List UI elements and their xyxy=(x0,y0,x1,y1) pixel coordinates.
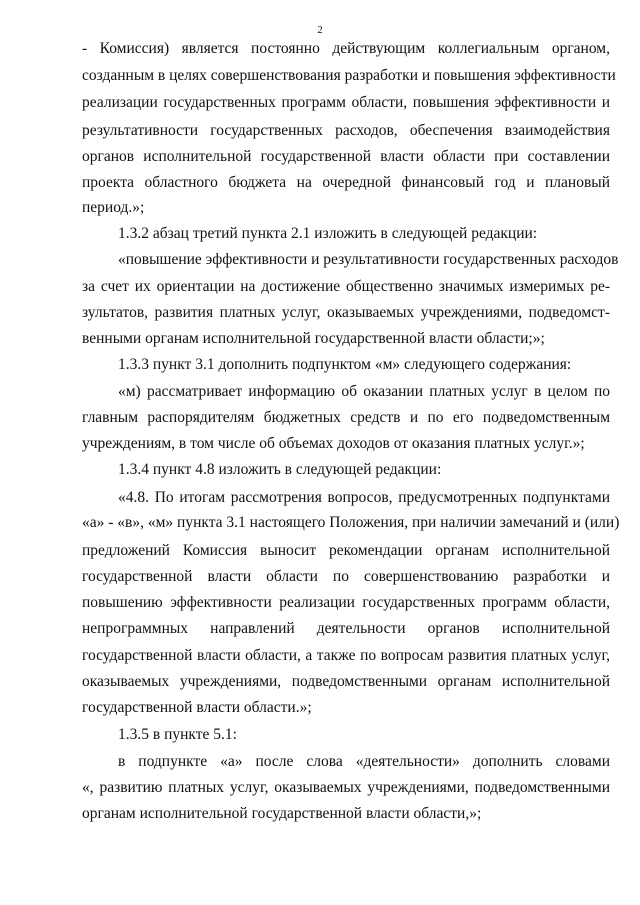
text-line: оказываемых учреждениями, подведомственными органам исполнительной xyxy=(82,673,610,690)
text-line: «м) рассматривает информацию об оказании платных услуг в целом по xyxy=(118,383,610,400)
page-number: 2 xyxy=(317,24,323,36)
text-line: государственной власти области.»; xyxy=(82,699,312,716)
text-line: результативности государственных расходов, обеспечения взаимодействия xyxy=(82,122,610,139)
text-line: «, развитию платных услуг, оказываемых учреждениями, подведомственными xyxy=(82,779,610,796)
text-line: государственной власти области по совершенствованию разработки и xyxy=(82,568,610,585)
text-line: «4.8. По итогам рассмотрения вопросов, предусмотренных подпунктами xyxy=(118,489,610,506)
text-line: 1.3.3 пункт 3.1 дополнить подпунктом «м» следующего содержания: xyxy=(118,356,572,373)
text-line: созданным в целях совершенствования разработки и повышения эффективности xyxy=(82,67,616,84)
text-line: государственной власти области, а также по вопросам развития платных услуг, xyxy=(82,647,610,664)
text-line: главным распорядителям бюджетных средств и по его подведомственным xyxy=(82,409,610,426)
text-line: учреждениям, в том числе об объемах доходов от оказания платных услуг.»; xyxy=(82,435,585,452)
text-line: «а» - «в», «м» пункта 3.1 настоящего Положения, при наличии замечаний и (или) xyxy=(82,514,620,531)
text-line: предложений Комиссия выносит рекомендации органам исполнительной xyxy=(82,542,610,559)
text-line: - Комиссия) является постоянно действующим коллегиальным органом, xyxy=(82,40,610,57)
text-line: 1.3.5 в пункте 5.1: xyxy=(118,726,237,743)
text-line: проекта областного бюджета на очередной финансовый год и плановый xyxy=(82,174,610,191)
text-line: 1.3.4 пункт 4.8 изложить в следующей редакции: xyxy=(118,461,442,478)
text-line: зультатов, развития платных услуг, оказываемых учреждениями, подведомст- xyxy=(82,304,610,321)
text-line: 1.3.2 абзац третий пункта 2.1 изложить в следующей редакции: xyxy=(118,225,538,242)
text-line: повышению эффективности реализации государственных программ области, xyxy=(82,594,610,611)
text-line: за счет их ориентации на достижение общественно значимых измеримых ре- xyxy=(82,278,610,295)
text-line: реализации государственных программ области, повышения эффективности и xyxy=(82,94,610,111)
text-line: период.»; xyxy=(82,199,145,216)
text-line: в подпункте «а» после слова «деятельности» дополнить словами xyxy=(118,753,610,770)
text-line: венными органам исполнительной государственной власти области;»; xyxy=(82,330,545,347)
text-line: органов исполнительной государственной власти области при составлении xyxy=(82,148,610,165)
text-line: «повышение эффективности и результативности государственных расходов xyxy=(118,251,619,268)
text-line: непрограммных направлений деятельности органов исполнительной xyxy=(82,620,610,637)
text-line: органам исполнительной государственной власти области,»; xyxy=(82,805,482,822)
